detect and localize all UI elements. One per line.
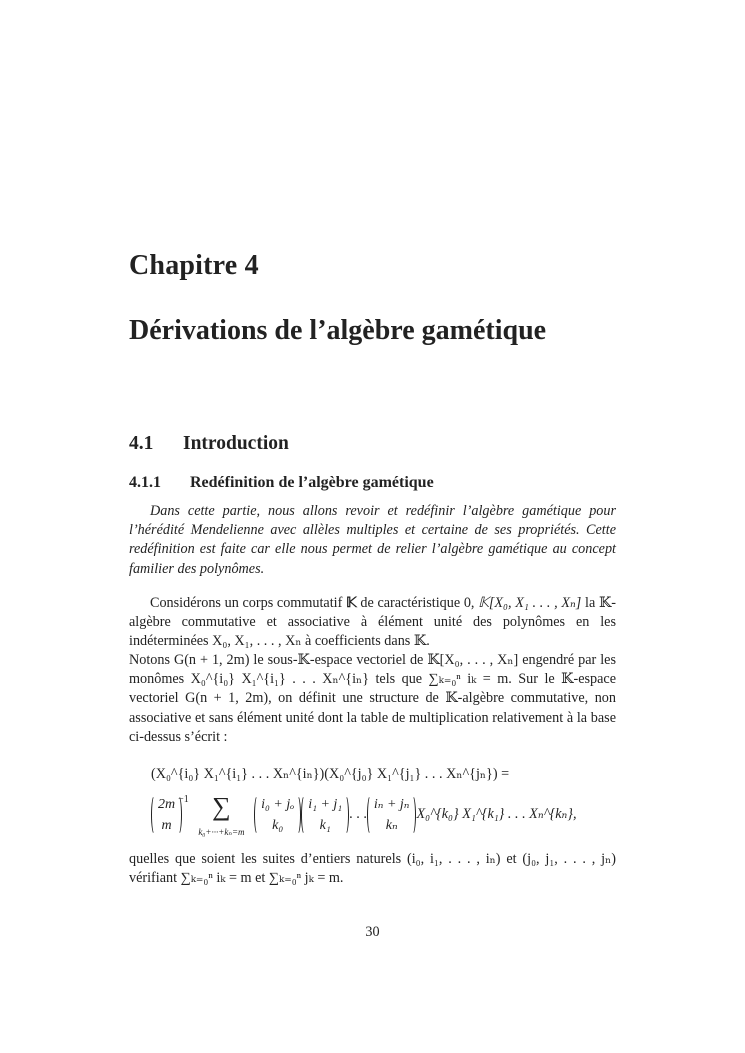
section-number: 4.1 [129, 433, 154, 454]
subsection-title: Redéfinition de l’algèbre gamétique [190, 474, 434, 491]
formula-tail: X₀^{k₀} X₁^{k₁} . . . Xₙ^{kₙ}, [416, 806, 577, 823]
formula-dots: . . . [349, 806, 367, 823]
body-paragraph-3: quelles que soient les suites d’entiers naturels (i₀, i₁, . . . , iₙ) et (j₀, j₁, . . . , jₙ) vérifiant ∑ₖ₌₀ⁿ iₖ = m et ∑ₖ₌₀ⁿ jₖ = m. [129, 851, 616, 887]
field-symbol: 𝕂 [346, 595, 357, 611]
abstract-paragraph: Dans cette partie, nous allons revoir et redéfinir l’algèbre gamétique pour l’hérédité Mendelienne avec allèles multiples et certaine de ses propriétés. Cette redéfinition est faite car elle nous permet de relier l’algèbre gamétique au concept familier des polynômes. [129, 503, 616, 577]
binom-2: i₁ + j₁ k₁ [301, 794, 349, 836]
chapter-title: Dérivations de l’algèbre gamétique [129, 315, 547, 346]
binom-n: iₙ + jₙ kₙ [367, 794, 417, 836]
body-paragraph-1 [129, 594, 616, 652]
binom-1: i₀ + jₒ k₀ [254, 794, 301, 836]
sum-operator: ∑ k₀+···+kₙ=m [198, 791, 245, 837]
subsection-heading [129, 474, 434, 492]
section-title: Introduction [183, 433, 289, 454]
p1-text-a: Considérons un corps commutatif [150, 595, 346, 611]
page-number: 30 [365, 924, 380, 940]
binom-2m-m: 2m m [151, 794, 182, 836]
sum-limits: k₀+···+kₙ=m [198, 826, 245, 837]
subsection-number: 4.1.1 [129, 474, 161, 491]
section-heading [129, 433, 289, 455]
chapter-label: Chapitre 4 [129, 250, 259, 281]
p1-text-c: la 𝕂-algèbre commutative et associative à élément unité des polynômes en les indéterminées X₀, X₁, . . . , Xₙ à coefficients dans 𝕂. [129, 595, 617, 650]
polynomial-ring: 𝕂[X₀, X₁ . . . , Xₙ] [478, 595, 582, 611]
multiplication-formula [151, 765, 621, 837]
body-paragraph-2: Notons G(n + 1, 2m) le sous-𝕂-espace vectoriel de 𝕂[X₀, . . . , Xₙ] engendré par les monômes X₀^{i₀} X₁^{i₁} . . . Xₙ^{iₙ} tels que ∑ₖ₌₀ⁿ iₖ = m. Sur le 𝕂-espace vectoriel G(n + 1, 2m), on définit une structure de 𝕂-algèbre commutative, non associative et sans élément unité dont la table de multiplication relativement à la base ci-dessus s’écrit : [129, 652, 616, 745]
formula-lhs: (X₀^{i₀} X₁^{i₁} . . . Xₙ^{iₙ})(X₀^{j₀} X₁^{j₁} . . . Xₙ^{jₙ}) = [151, 766, 510, 782]
binom-exponent: −1 [178, 794, 189, 805]
formula-rhs [151, 790, 621, 837]
p1-text-b: de caractéristique 0, [356, 595, 479, 611]
